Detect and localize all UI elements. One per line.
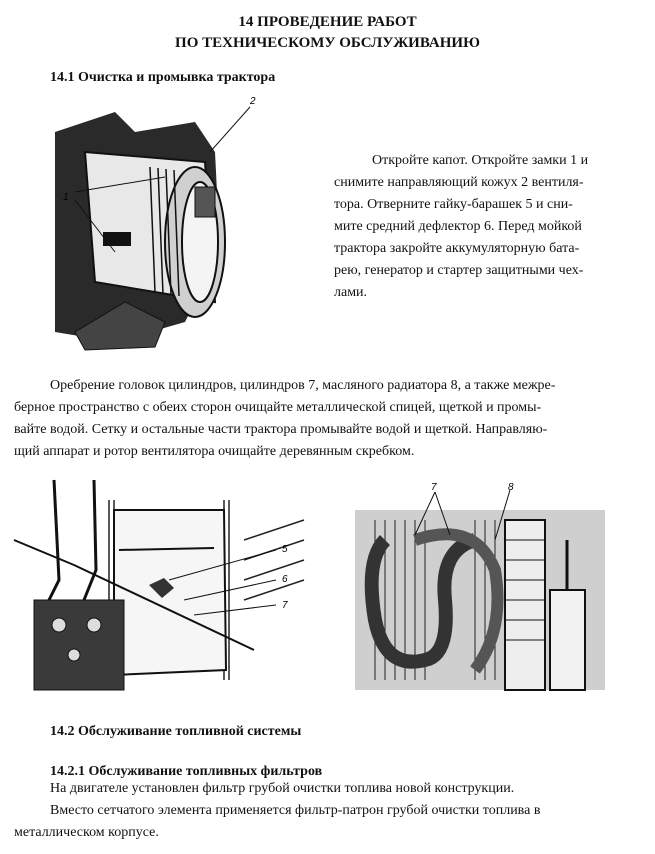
fig1-label-2: 2 <box>250 96 256 107</box>
fig3-label-8: 8 <box>508 482 514 493</box>
fuel-line-1: На двигателе установлен фильтр грубой очистки топлива новой конструкции. <box>50 781 515 796</box>
figure-cylinders-radiator <box>355 480 605 690</box>
fig2-label-5: 5 <box>282 544 288 555</box>
fig2-label-7: 7 <box>282 600 288 611</box>
figure-fan-housing <box>55 92 255 352</box>
intro-line-5: трактора закройте аккумуляторную бата- <box>334 241 580 256</box>
chapter-subtitle: ПО ТЕХНИЧЕСКОМУ ОБСЛУЖИВАНИЮ <box>175 35 480 51</box>
para-line-2: берное пространство с обеих сторон очищайте металлической спицей, щеткой и промы- <box>14 400 542 415</box>
intro-line-7: лами. <box>334 285 368 300</box>
chapter-title: 14 ПРОВЕДЕНИЕ РАБОТ <box>238 14 417 30</box>
fig1-label-1: 1 <box>63 192 69 203</box>
intro-line-3: тора. Отверните гайку-барашек 5 и сни- <box>334 197 573 212</box>
para-line-1: Оребрение головок цилиндров, цилиндров 7, масляного радиатора 8, а также межре- <box>50 378 556 393</box>
section-14-2-1-title: 14.2.1 Обслуживание топливных фильтров <box>50 764 323 779</box>
intro-line-1: Откройте капот. Откройте замки 1 и <box>372 153 589 168</box>
fuel-line-3: металлическом корпусе. <box>14 825 159 840</box>
para-line-3: вайте водой. Сетку и остальные части трактора промывайте водой и щеткой. Направляю- <box>14 422 548 437</box>
fuel-line-2: Вместо сетчатого элемента применяется фильтр-патрон грубой очистки топлива в <box>50 803 541 818</box>
section-14-2-title: 14.2 Обслуживание топливной системы <box>50 724 302 739</box>
intro-line-4: мите средний дефлектор 6. Перед мойкой <box>334 219 582 234</box>
para-line-4: щий аппарат и ротор вентилятора очищайте деревянным скребком. <box>14 444 415 459</box>
section-14-1-title: 14.1 Очистка и промывка трактора <box>50 70 276 85</box>
intro-line-2: снимите направляющий кожух 2 вентиля- <box>334 175 584 190</box>
fig2-label-6: 6 <box>282 574 288 585</box>
intro-line-6: рею, генератор и стартер защитными чех- <box>334 263 584 278</box>
figure-deflector <box>14 480 304 690</box>
fig3-label-7: 7 <box>431 482 437 493</box>
